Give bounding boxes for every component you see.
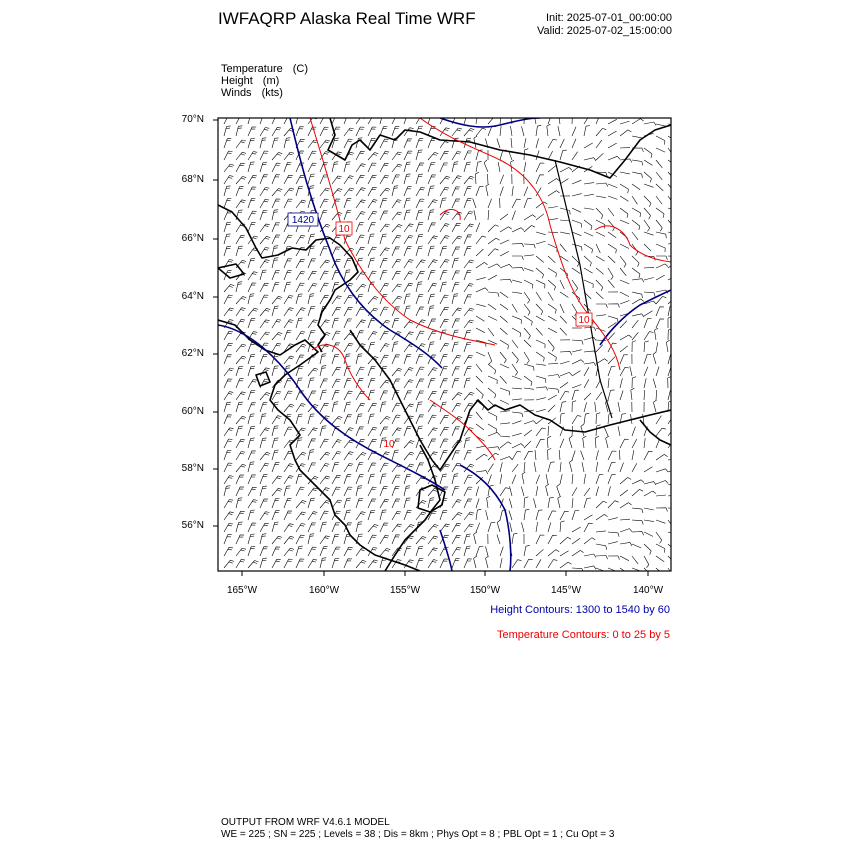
legend-winds: Winds (kts) bbox=[221, 87, 283, 99]
lat-label: 66°N bbox=[181, 233, 204, 244]
valid-time: Valid: 2025-07-02_15:00:00 bbox=[537, 25, 672, 37]
lat-label: 56°N bbox=[181, 520, 204, 531]
lat-label: 68°N bbox=[181, 174, 204, 185]
temp-contour-label: 10 bbox=[383, 439, 395, 450]
lon-label: 140°W bbox=[632, 585, 664, 596]
lat-label: 70°N bbox=[181, 114, 204, 125]
page-title: IWFAQRP Alaska Real Time WRF bbox=[218, 9, 476, 28]
temperature-contour-info: Temperature Contours: 0 to 25 by 5 bbox=[496, 629, 670, 641]
height-contour-label: 1420 bbox=[291, 215, 315, 226]
lon-label: 165°W bbox=[226, 585, 258, 596]
temp-contour-label: 10 bbox=[338, 224, 350, 235]
lat-label: 60°N bbox=[181, 406, 204, 417]
lon-label: 160°W bbox=[308, 585, 340, 596]
model-footer bbox=[221, 817, 614, 841]
lon-label: 155°W bbox=[389, 585, 421, 596]
lat-label: 62°N bbox=[181, 348, 204, 359]
footer-config-line: WE = 225 ; SN = 225 ; Levels = 38 ; Dis = 8km ; Phys Opt = 8 ; PBL Opt = 1 ; Cu Opt = 3 bbox=[221, 829, 615, 840]
init-time: Init: 2025-07-01_00:00:00 bbox=[546, 12, 672, 24]
lat-label: 64°N bbox=[181, 291, 204, 302]
temp-contour-label: 10 bbox=[578, 315, 590, 326]
lon-label: 145°W bbox=[550, 585, 582, 596]
height-contour-info: Height Contours: 1300 to 1540 by 60 bbox=[490, 604, 670, 616]
footer-model-line: OUTPUT FROM WRF V4.6.1 MODEL bbox=[221, 817, 390, 828]
lon-label: 150°W bbox=[469, 585, 501, 596]
legend-temperature: Temperature (C) bbox=[221, 63, 309, 75]
lat-label: 58°N bbox=[181, 463, 204, 474]
legend-height: Height (m) bbox=[221, 75, 280, 87]
